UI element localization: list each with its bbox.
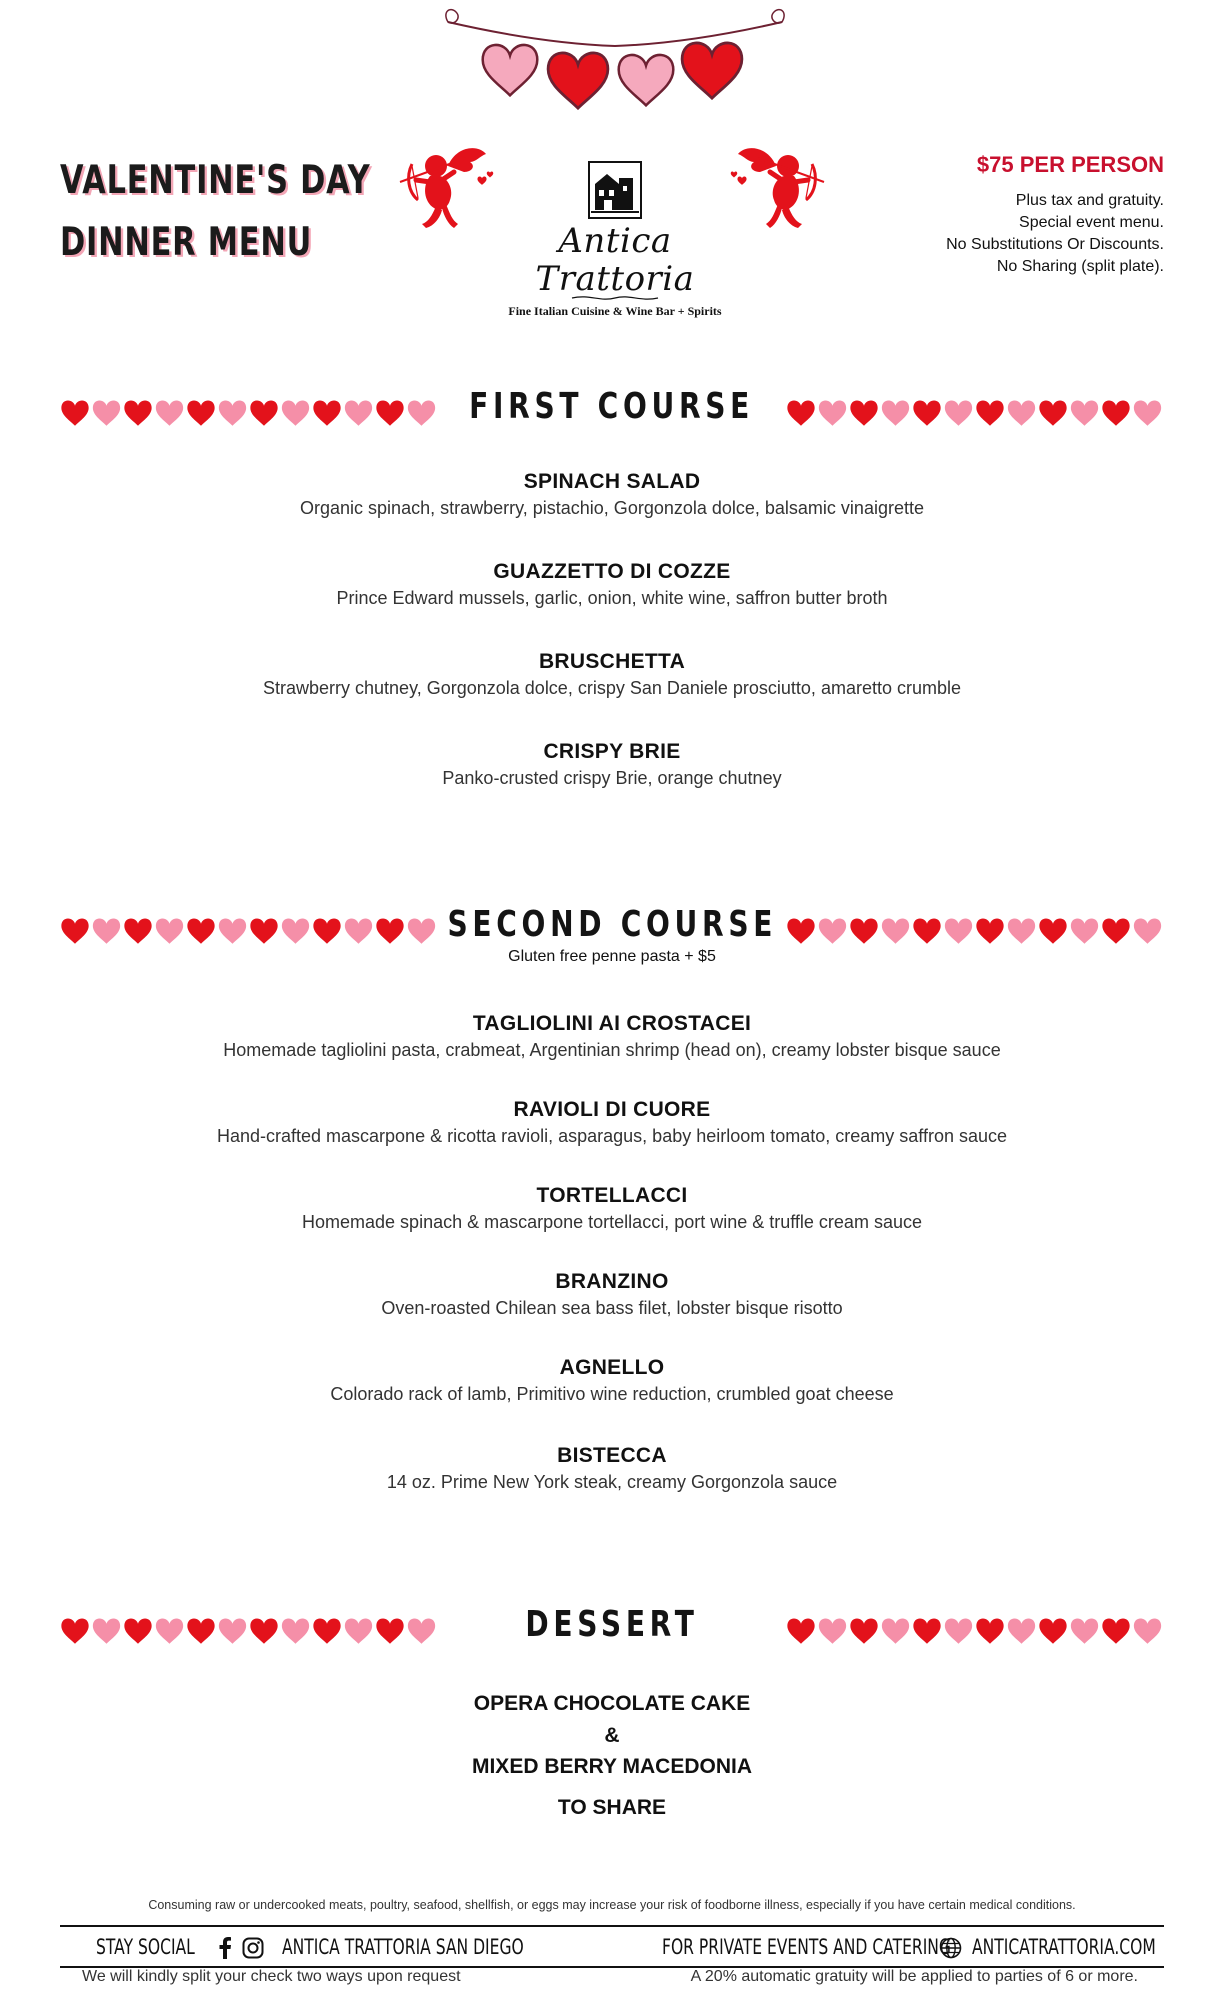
dish-description: Panko-crusted crispy Brie, orange chutney — [442, 768, 782, 788]
dish-name: BRANZINO — [555, 1270, 669, 1293]
menu-item — [0, 1444, 1224, 1493]
dish-name: RAVIOLI DI CUORE — [513, 1098, 711, 1121]
cupid-icon — [728, 136, 828, 236]
menu-item — [0, 650, 1224, 699]
heart-icon — [913, 1618, 940, 1643]
heart-icon — [1039, 1618, 1066, 1643]
dish-name: TAGLIOLINI AI CROSTACEI — [472, 1012, 752, 1035]
heart-icon — [1039, 400, 1066, 425]
price-note: Plus tax and gratuity. — [1015, 192, 1164, 209]
heart-icon — [1071, 1618, 1098, 1643]
instagram-icon[interactable] — [242, 1937, 264, 1959]
heart-icon — [913, 918, 940, 943]
dessert-item: MIXED BERRY MACEDONIA — [471, 1755, 753, 1778]
dish-description: Prince Edward mussels, garlic, onion, white wine, saffron butter broth — [336, 588, 888, 608]
heart-icon — [882, 1618, 909, 1643]
heart-icon — [819, 400, 846, 425]
dish-name: BRUSCHETTA — [538, 650, 686, 673]
dish-name: CRISPY BRIE — [543, 740, 681, 763]
heart-icon — [850, 400, 877, 425]
dish-description: Organic spinach, strawberry, pistachio, Gorgonzola dolce, balsamic vinaigrette — [300, 498, 924, 518]
menu-item — [0, 1270, 1224, 1319]
heart-icon — [1134, 1618, 1161, 1643]
second-course-title: SECOND COURSE — [447, 904, 777, 945]
price-note: No Sharing (split plate). — [996, 258, 1164, 275]
heart-icon — [1102, 918, 1129, 943]
menu-title-line1: VALENTINE'S DAY — [60, 158, 371, 203]
dessert-ampersand: & — [604, 1724, 620, 1747]
dish-name: TORTELLACCI — [536, 1184, 688, 1207]
menu-item — [0, 560, 1224, 609]
dish-description: Hand-crafted mascarpone & ricotta ravioli, asparagus, baby heirloom tomato, creamy saffron sauce — [216, 1126, 1008, 1146]
restaurant-logo — [490, 160, 740, 318]
heart-icon — [1008, 400, 1035, 425]
menu-item — [0, 1098, 1224, 1147]
dish-name: AGNELLO — [559, 1356, 665, 1379]
heart-icon — [976, 918, 1003, 943]
price-note: Special event menu. — [1019, 214, 1164, 231]
dish-description: 14 oz. Prime New York steak, creamy Gorgonzola sauce — [386, 1472, 838, 1492]
dessert-item: OPERA CHOCOLATE CAKE — [473, 1692, 751, 1715]
website-link[interactable]: ANTICATRATTORIA.COM — [972, 1935, 1156, 1959]
heart-icon — [945, 1618, 972, 1643]
globe-icon — [940, 1937, 962, 1959]
heart-icon — [1134, 918, 1161, 943]
price: $75 PER PERSON — [976, 152, 1164, 177]
heart-row-icon — [786, 397, 1166, 427]
heart-icon — [913, 400, 940, 425]
heart-icon — [1102, 400, 1129, 425]
dish-name: GUAZZETTO DI COZZE — [493, 560, 731, 583]
heart-garland-icon — [440, 4, 790, 112]
building-logo-icon — [587, 160, 643, 220]
first-course-title: FIRST COURSE — [469, 386, 755, 427]
heart-icon — [882, 918, 909, 943]
heart-row-icon — [786, 915, 1166, 945]
dish-description: Colorado rack of lamb, Primitivo wine reduction, crumbled goat cheese — [330, 1384, 894, 1404]
price-note: No Substitutions Or Discounts. — [946, 236, 1164, 253]
dessert-share-note: TO SHARE — [557, 1796, 667, 1819]
gratuity-note: A 20% automatic gratuity will be applied to parties of 6 or more. — [690, 1968, 1138, 1985]
heart-icon — [1008, 1618, 1035, 1643]
heart-icon — [1008, 918, 1035, 943]
dish-description: Oven-roasted Chilean sea bass filet, lobster bisque risotto — [381, 1298, 843, 1318]
heart-icon — [1102, 1618, 1129, 1643]
heart-row-icon — [786, 1615, 1166, 1645]
menu-item — [0, 470, 1224, 519]
heart-icon — [787, 1618, 814, 1643]
dish-description: Homemade tagliolini pasta, crabmeat, Argentinian shrimp (head on), creamy lobster bisque sauce — [223, 1040, 1001, 1060]
stay-social-label: STAY SOCIAL — [96, 1935, 195, 1959]
second-course-subtitle: Gluten free penne pasta + $5 — [508, 948, 716, 965]
social-handle-link[interactable]: ANTICA TRATTORIA SAN DIEGO — [282, 1935, 524, 1959]
logo-tagline: Fine Italian Cuisine & Wine Bar + Spirits — [508, 304, 722, 318]
heart-icon — [945, 400, 972, 425]
heart-icon — [1134, 400, 1161, 425]
heart-icon — [945, 918, 972, 943]
dish-name: BISTECCA — [557, 1444, 667, 1467]
heart-icon — [787, 400, 814, 425]
menu-item — [0, 740, 1224, 789]
heart-icon — [819, 1618, 846, 1643]
menu-title-line2: DINNER MENU — [60, 220, 313, 265]
heart-icon — [976, 400, 1003, 425]
dish-description: Homemade spinach & mascarpone tortellacci, port wine & truffle cream sauce — [302, 1212, 922, 1232]
heart-icon — [1039, 918, 1066, 943]
heart-icon — [819, 918, 846, 943]
menu-item — [0, 1356, 1224, 1405]
heart-icon — [850, 918, 877, 943]
dish-name: SPINACH SALAD — [523, 470, 701, 493]
private-events-label: FOR PRIVATE EVENTS AND CATERING — [662, 1935, 951, 1959]
facebook-icon[interactable] — [218, 1937, 232, 1959]
heart-icon — [882, 400, 909, 425]
split-check-note: We will kindly split your check two ways upon request — [82, 1968, 461, 1985]
heart-icon — [976, 1618, 1003, 1643]
food-safety-disclaimer: Consuming raw or undercooked meats, poultry, seafood, shellfish, or eggs may increase your risk of foodborne illness, especially if you have certain medical conditions. — [148, 1898, 1076, 1912]
logo-name: Antica Trattoria — [535, 221, 695, 299]
footer-divider — [60, 1925, 1164, 1927]
price-box — [864, 152, 1164, 278]
menu-item — [0, 1184, 1224, 1233]
heart-icon — [1071, 400, 1098, 425]
dish-description: Strawberry chutney, Gorgonzola dolce, crispy San Daniele prosciutto, amaretto crumble — [263, 678, 961, 698]
menu-item — [0, 1012, 1224, 1061]
cupid-icon — [396, 136, 496, 236]
dessert-title: DESSERT — [525, 1604, 699, 1645]
heart-icon — [850, 1618, 877, 1643]
heart-icon — [1071, 918, 1098, 943]
heart-icon — [787, 918, 814, 943]
